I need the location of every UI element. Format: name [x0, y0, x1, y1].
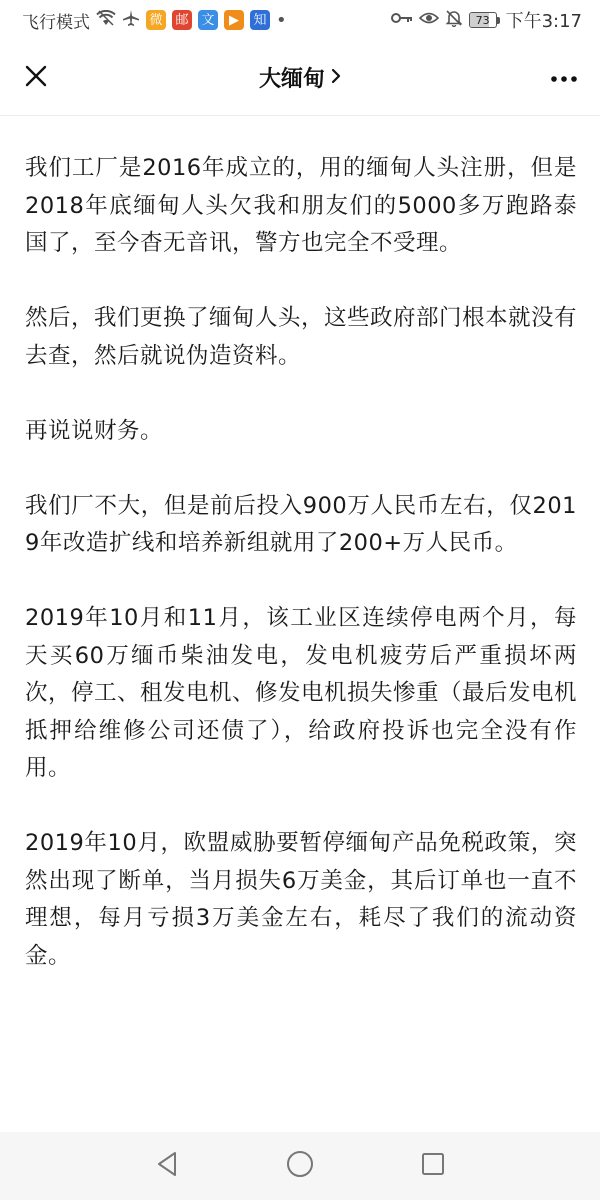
video-app-icon: ▶ — [224, 10, 244, 30]
more-options-button[interactable] — [546, 60, 582, 96]
home-circle-icon — [286, 1150, 314, 1182]
battery-level-text: 73 — [475, 13, 490, 27]
clock: 下午3:17 — [505, 11, 582, 32]
more-dots-icon — [550, 68, 578, 87]
article-body — [25, 150, 577, 1013]
battery-indicator — [469, 12, 500, 28]
account-title-link[interactable] — [259, 62, 341, 93]
account-name: 大缅甸 — [258, 67, 325, 92]
mail-app-icon: 邮 — [172, 10, 192, 30]
key-icon — [391, 10, 413, 30]
close-button[interactable] — [18, 60, 54, 96]
back-button[interactable] — [147, 1146, 187, 1186]
article-paragraph: 然后，我们更换了缅甸人头，这些政府部门根本就没有去查，然后就说伪造资料。 — [25, 305, 578, 369]
back-triangle-icon — [155, 1151, 179, 1181]
article-paragraph: 2019年10月，欧盟威胁要暂停缅甸产品免税政策，突然出现了断单，当月损失6万美金，其后订单也一直不理想，每月亏损3万美金左右，耗尽了我们的流动资金。 — [25, 830, 577, 969]
more-notifications-icon: • — [276, 9, 287, 31]
battery-box — [469, 12, 497, 28]
status-right — [391, 7, 582, 33]
wifi-icon — [96, 10, 116, 31]
article-paragraph: 2019年10月和11月，该工业区连续停电两个月，每天买60万缅币柴油发电，发电机疲劳后严重损坏两次，停工、租发电机、修发电机损失惨重（最后发电机抵押给维修公司还债了），给政府投诉也完全没有作用。 — [25, 605, 578, 781]
zhihu-app-icon: 知 — [250, 10, 270, 30]
status-bar — [0, 0, 600, 40]
article-paragraph: 再说说财务。 — [25, 417, 164, 444]
nav-bar — [0, 40, 600, 116]
home-button[interactable] — [280, 1146, 320, 1186]
mute-bell-icon — [445, 9, 463, 32]
status-left — [22, 8, 287, 33]
recents-square-icon — [421, 1152, 445, 1180]
eye-icon — [419, 10, 439, 30]
system-navigation-bar — [0, 1132, 600, 1200]
airplane-icon — [122, 9, 140, 32]
battery-cap — [497, 17, 500, 24]
airplane-mode-label: 飞行模式 — [22, 12, 90, 33]
chevron-right-icon — [331, 65, 341, 90]
article-paragraph: 我们工厂是2016年成立的，用的缅甸人头注册，但是2018年底缅甸人头欠我和朋友们的5000多万跑路泰国了，至今杳无音讯，警方也完全不受理。 — [25, 155, 577, 256]
text-app-icon: 文 — [198, 10, 218, 30]
recents-button[interactable] — [413, 1146, 453, 1186]
close-icon — [24, 64, 48, 92]
weibo-app-icon: 微 — [146, 10, 166, 30]
article-paragraph: 我们厂不大，但是前后投入900万人民币左右，仅2019年改造扩线和培养新组就用了200+万人民币。 — [25, 492, 577, 556]
